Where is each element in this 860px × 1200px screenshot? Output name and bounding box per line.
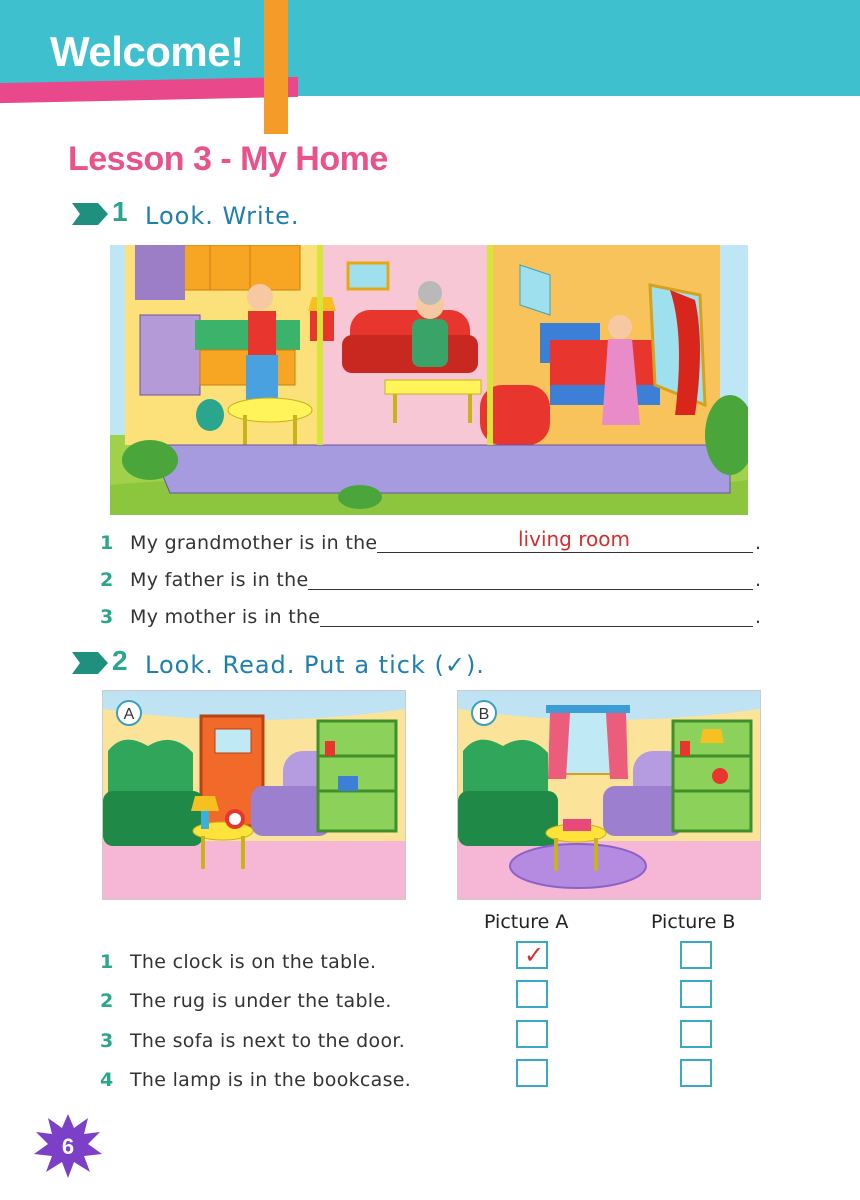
sentence-end: . [755, 606, 762, 628]
column-header-picture-a: Picture A [484, 911, 569, 933]
statement-text: The rug is under the table. [130, 990, 392, 1012]
tick-box-picture-b[interactable] [680, 980, 712, 1008]
sentence-number: 2 [100, 569, 114, 591]
sentence-text: My father is in the [130, 569, 309, 591]
section-flag-icon [72, 203, 108, 225]
picture-a-label: A [123, 706, 135, 723]
picture-b-label: B [478, 706, 490, 723]
section2-title: Look. Read. Put a tick (✓). [145, 651, 485, 679]
statement-text: The sofa is next to the door. [130, 1030, 406, 1052]
statement-text: The clock is on the table. [130, 951, 377, 973]
section1-number: 1 [112, 196, 128, 227]
section2-number: 2 [112, 645, 128, 676]
page-number: 6 [61, 1134, 75, 1159]
sentence-text: My mother is in the [130, 606, 321, 628]
statement-number: 1 [100, 951, 114, 973]
tick-box-picture-a[interactable] [516, 1020, 548, 1048]
sentence-number: 3 [100, 606, 114, 628]
section1-title: Look. Write. [145, 202, 300, 230]
column-header-picture-b: Picture B [651, 911, 736, 933]
picture-b [457, 690, 761, 900]
sentence-end: . [755, 569, 762, 591]
tick-box-picture-b[interactable] [680, 941, 712, 969]
answer-line[interactable] [377, 552, 753, 553]
tick-mark-icon: ✓ [523, 941, 545, 969]
answer-line[interactable] [308, 589, 753, 590]
answer-text: living room [518, 527, 630, 551]
answer-line[interactable] [320, 626, 753, 627]
sentence-text: My grandmother is in the [130, 532, 378, 554]
tick-box-picture-a[interactable] [516, 1059, 548, 1087]
header-title: Welcome! [50, 28, 244, 75]
tick-box-picture-a[interactable] [516, 980, 548, 1008]
page-number-badge [32, 1110, 104, 1180]
section-flag-icon [72, 652, 108, 674]
house-illustration [110, 245, 748, 515]
picture-a [102, 690, 406, 900]
statement-number: 2 [100, 990, 114, 1012]
statement-number: 4 [100, 1069, 114, 1091]
tick-box-picture-b[interactable] [680, 1059, 712, 1087]
header-orange-bar [264, 0, 288, 134]
statement-number: 3 [100, 1030, 114, 1052]
lesson-title: Lesson 3 - My Home [68, 140, 388, 178]
sentence-end: . [755, 532, 762, 554]
tick-box-picture-a[interactable] [516, 941, 548, 969]
tick-box-picture-b[interactable] [680, 1020, 712, 1048]
sentence-number: 1 [100, 532, 114, 554]
statement-text: The lamp is in the bookcase. [130, 1069, 412, 1091]
